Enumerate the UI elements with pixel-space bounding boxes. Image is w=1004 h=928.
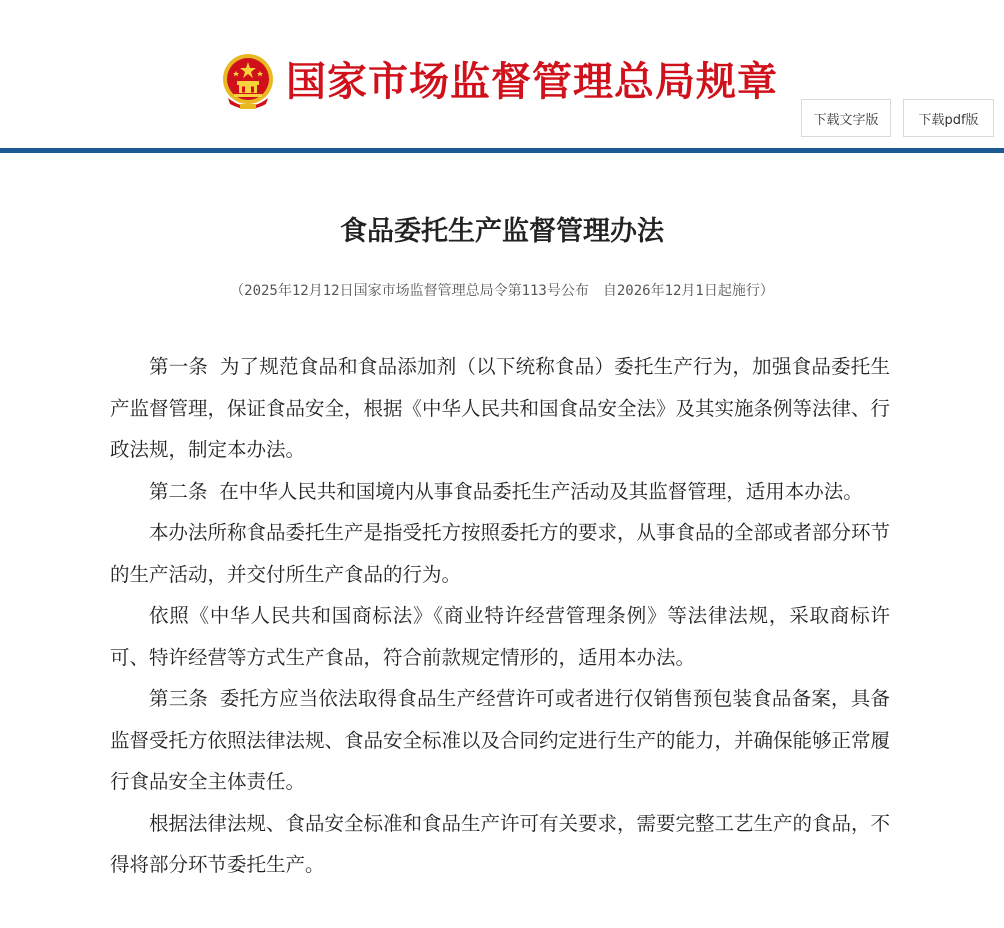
document-title: 食品委托生产监督管理办法 <box>340 216 664 247</box>
article-number: 第二条 <box>149 479 208 503</box>
paragraph-text: 在中华人民共和国境内从事食品委托生产活动及其监督管理，适用本办法。 <box>219 479 863 503</box>
site-brand[interactable] <box>222 52 778 112</box>
paragraph <box>110 678 890 803</box>
paragraph-text: 为了规范食品和食品添加剂（以下统称食品）委托生产行为，加强食品委托生产监督管理，保证食品安全，根据《中华人民共和国食品安全法》及其实施条例等法律、行政法规，制定本办法。 <box>110 355 891 461</box>
document-subtitle: （2025年12月12日国家市场监督管理总局令第113号公布 自2026年12月1日起施行） <box>230 283 774 299</box>
national-emblem-icon <box>222 52 274 112</box>
download-text-button[interactable]: 下载文字版 <box>801 99 891 137</box>
document-body <box>110 346 890 886</box>
paragraph <box>110 512 890 595</box>
page-header <box>0 0 1004 148</box>
paragraph-text: 依照《中华人民共和国商标法》《商业特许经营管理条例》等法律法规，采取商标许可、特许经营等方式生产食品，符合前款规定情形的，适用本办法。 <box>110 604 890 669</box>
site-title: 国家市场监督管理总局规章 <box>286 58 778 105</box>
paragraph-text: 本办法所称食品委托生产是指受托方按照委托方的要求，从事食品的全部或者部分环节的生产活动，并交付所生产食品的行为。 <box>110 521 891 586</box>
download-pdf-button[interactable]: 下载pdf版 <box>903 99 994 137</box>
paragraph <box>110 471 890 513</box>
paragraph-text: 委托方应当依法取得食品生产经营许可或者进行仅销售预包装食品备案，具备监督受托方依照法律法规、食品安全标准以及合同约定进行生产的能力，并确保能够正常履行食品安全主体责任。 <box>110 687 891 793</box>
article-number: 第一条 <box>149 355 209 378</box>
paragraph <box>110 346 890 471</box>
paragraph <box>110 803 890 886</box>
paragraph-text: 根据法律法规、食品安全标准和食品生产许可有关要求，需要完整工艺生产的食品，不得将部分环节委托生产。 <box>110 811 891 876</box>
paragraph <box>110 595 890 678</box>
article-number: 第三条 <box>149 687 209 710</box>
header-divider <box>0 148 1004 153</box>
